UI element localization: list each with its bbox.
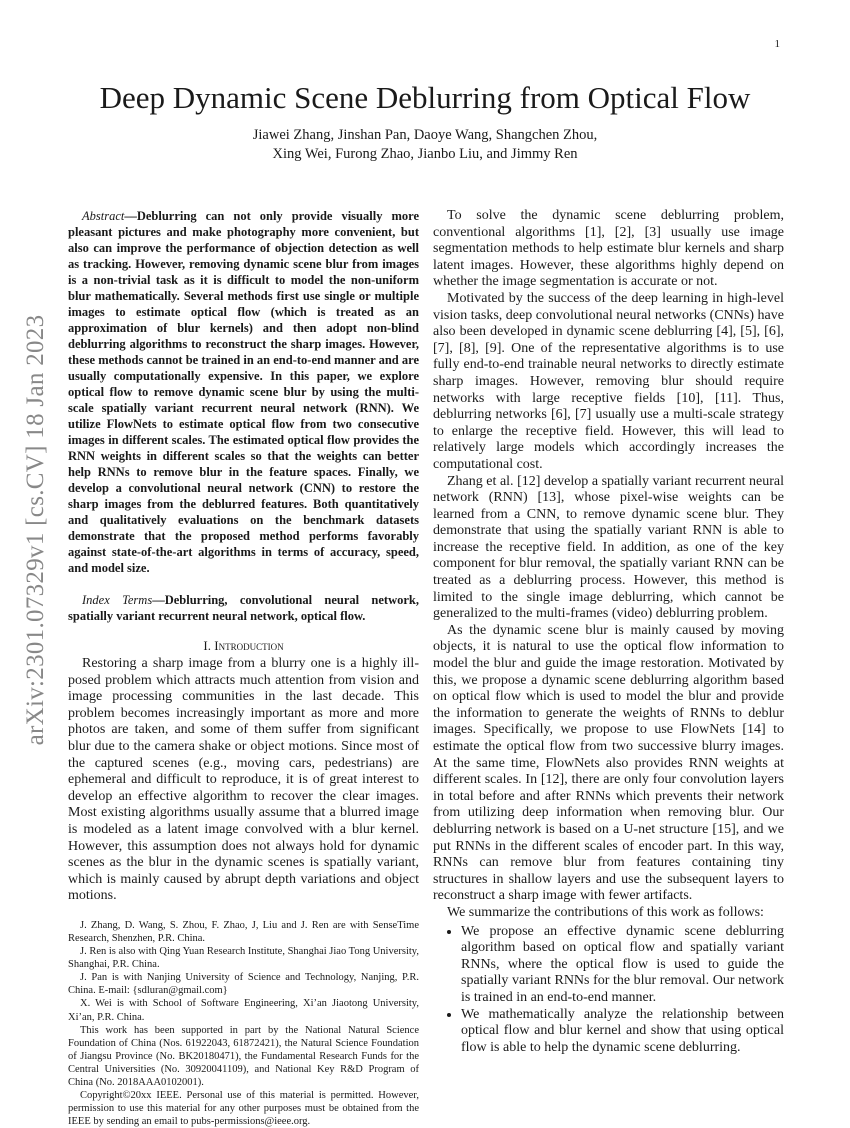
footnote: This work has been supported in part by the National Natural Science Foundation of China (Nos. 61922043, 61872421), the Natural Science Foundation of Jiangsu Province (No. BK20180471), the Fundamental Research Funds for the Central Universities (No. 30920041109), and National Key R&D Program of China (No. 2018AAA0102001). — [68, 1024, 419, 1089]
arxiv-identifier-text: arXiv:2301.07329v1 [cs.CV] 18 Jan 2023 — [22, 314, 49, 746]
index-terms-label: Index Terms — [82, 593, 153, 607]
author-line-1: Jiawei Zhang, Jinshan Pan, Daoye Wang, Shangchen Zhou, — [252, 127, 598, 143]
footnotes — [68, 919, 419, 1128]
abstract-text: —Deblurring can not only provide visually more pleasant pictures and make photography more convenient, but also can improve the performance of objection detection as well as tracking. However, removing dynamic scene blur from images is a non-trivial task as it is difficult to model the non-uniform blur mathematically. Several methods first use single or multiple images to estimate optical flow (which is treated as an approximation of blur kernels) and then adopt non-blind deblurring algorithms to reconstruct the sharp images. However, these methods cannot be trained in an end-to-end manner and are usually computationally expensive. In this paper, we explore optical flow to remove dynamic scene blur by using the multi-scale spatially variant recurrent neural network (RNN). We utilize FlowNets to estimate optical flow from two consecutive images in different scales. The estimated optical flow provides the RNN weights in different scales so that the weights can better help RNNs to remove blur in the feature spaces. Finally, we develop a convolutional neural network (CNN) to restore the sharp images from the deblurred features. Both quantitatively and qualitatively evaluations on the benchmark datasets demonstrate that the proposed method performs favorably against state-of-the-art algorithms in terms of accuracy, speed, and model size. — [68, 209, 419, 575]
section-heading-introduction — [68, 638, 419, 654]
section-title: Introduction — [214, 638, 284, 653]
author-list — [200, 126, 650, 164]
right-paragraph-1: To solve the dynamic scene deblurring problem, conventional algorithms [1], [2], [3] usually use image segmentation methods to help estimate blur kernels and sharp latent images. However, these algorithms highly depend on whether the image segmentation is accurate or not. — [433, 208, 784, 290]
author-line-2: Xing Wei, Furong Zhao, Jianbo Liu, and Jimmy Ren — [272, 146, 578, 162]
index-terms — [68, 592, 419, 624]
abstract-label: Abstract — [82, 209, 125, 223]
right-column — [433, 208, 784, 1056]
contribution-item: • We mathematically analyze the relationship between optical flow and blur kernel and show that using optical flow is able to help the dynamic scene deblurring. — [461, 1007, 784, 1057]
right-paragraph-3: Zhang et al. [12] develop a spatially variant recurrent neural network (RNN) [13], whose pixel-wise weights can be learned from a CNN, to remove dynamic scene blur. They demonstrate that using the spatially variant RNN is able to increase the receptive field. In addition, as one of the key component for blur removal, the spatially variant RNN can be treated as a deblurring process. However, this method is limited to the single image deblurring, which cannot be generalized to the multi-frames (video) deblurring problem. — [433, 473, 784, 622]
footnote: Copyright©20xx IEEE. Personal use of this material is permitted. However, permission to use this material for any other purposes must be obtained from the IEEE by sending an email to pubs-permissions@ieee.org. — [68, 1090, 419, 1128]
left-column — [68, 208, 419, 1128]
right-paragraph-4: As the dynamic scene blur is mainly caused by moving objects, it is natural to use the optical flow information to model the blur and guide the image restoration. Motivated by this, we propose a dynamic scene deblurring algorithm based on optical flow which is used to model the blur and provide the information to generate the weights of RNNs to deblur images. Specifically, we propose to use FlowNets [14] to estimate the optical flow from two successive blurry images. At the same time, FlowNets also provides RNN weights at different scales. In [12], there are only four convolution layers in total before and after RNNs which prevents their network from utilizing deep information when removing blur. Our deblurring network is based on a U-net structure [15], and we put RNNs in the different scales of encoder part. In this way, RNNs can remove blur from features containing tiny structures in shallow layers and use the subsequent layers to reconstruct a sharp image with fewer artifacts. — [433, 622, 784, 904]
paper-title: Deep Dynamic Scene Deblurring from Optical Flow — [99, 80, 751, 115]
footnote: X. Wei is with School of Software Engineering, Xi’an Jiaotong University, Xi’an, P.R. China. — [68, 998, 419, 1023]
footnote: J. Ren is also with Qing Yuan Research Institute, Shanghai Jiao Tong University, Shanghai, P.R. China. — [68, 946, 419, 971]
contribution-item: • We propose an effective dynamic scene deblurring algorithm based on optical flow and spatially variant RNNs, where the optical flow is used to guide the spatially variant RNNs for the blur removal. Our network is trained in an end-to-end manner. — [461, 924, 784, 1007]
abstract — [68, 208, 419, 576]
footnote: J. Zhang, D. Wang, S. Zhou, F. Zhao, J, Liu and J. Ren are with SenseTime Research, Shenzhen, P.R. China. — [68, 919, 419, 944]
index-terms-text: —Deblurring, convolutional neural network, spatially variant recurrent neural network, optical flow. — [68, 593, 419, 623]
intro-paragraph-1: Restoring a sharp image from a blurry one is a highly ill-posed problem which attracts much attention from vision and image processing communities in the last decade. This problem becomes increasingly important as more and more photos are taken, and some of them suffer from significant blur due to the camera shake or object motions. Since most of the captured scenes (e.g., moving cars, pedestrians) are ephemeral and difficult to reproduce, it is of great interest to develop an effective algorithm to recover the clear images. Most existing algorithms usually assume that a blurred image is modeled as a latent image convolved with a blur kernel. However, this assumption does not always hold for dynamic scenes as the blur in the dynamic scenes is spatially variant, which is mainly caused by abrupt depth variations and object motions. — [68, 656, 419, 904]
right-paragraph-2: Motivated by the success of the deep learning in high-level vision tasks, deep convolutional neural networks (CNNs) have also been developed in dynamic scene deblurring [4], [5], [6], [7], [8], [9]. One of the representative algorithms is to use fully end-to-end trainable neural networks to directly estimate sharp images. However, removing blur should require networks with large receptive fields [10], [11]. Thus, deblurring networks [6], [7] usually use a multi-scale strategy to enlarge the receptive field. However, this will lead to relatively large models which accordingly increases the computational cost. — [433, 290, 784, 472]
page-number: 1 — [774, 38, 780, 50]
contributions-list — [433, 924, 784, 1057]
right-paragraph-5: We summarize the contributions of this work as follows: — [447, 904, 764, 920]
footnote: J. Pan is with Nanjing University of Science and Technology, Nanjing, P.R. China. E-mail: {sdluran@gmail.com} — [68, 972, 419, 997]
arxiv-identifier — [22, 290, 50, 770]
section-numeral: I. — [203, 638, 215, 653]
